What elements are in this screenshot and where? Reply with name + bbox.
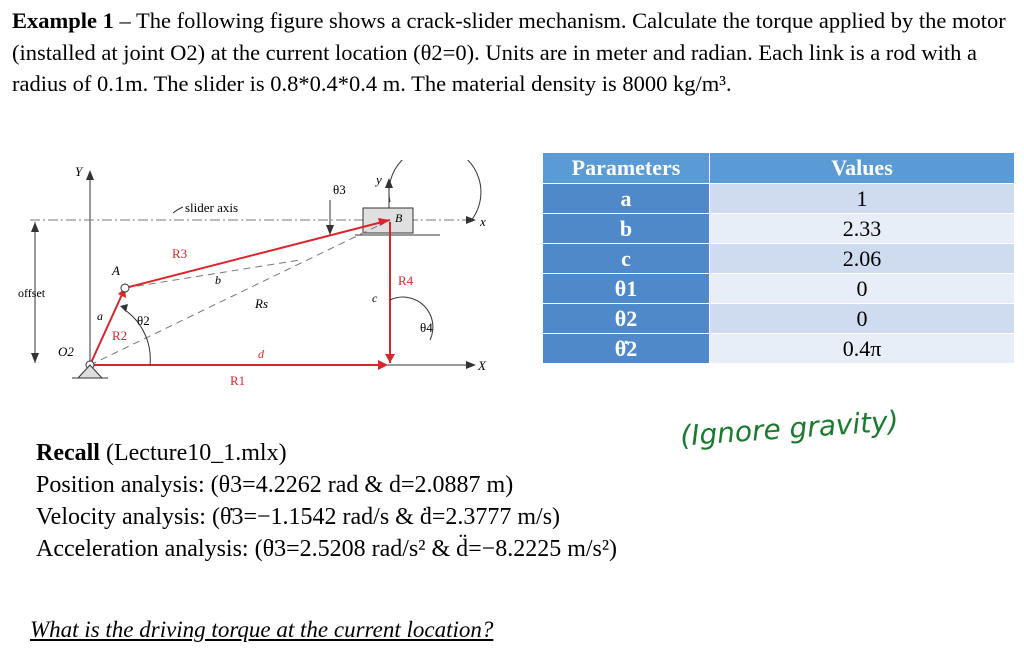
table-row: [543, 304, 1015, 334]
param-name: a: [543, 184, 710, 214]
x-axis-arrow: [466, 361, 476, 369]
label-X: X: [478, 358, 486, 373]
question-text: What is the driving torque at the current location?: [30, 617, 494, 642]
param-value: 1: [710, 184, 1015, 214]
velocity-analysis: Velocity analysis: (θ̇3=−1.1542 rad/s & ḋ=2.3777 m/s): [36, 504, 561, 530]
table-row: [543, 214, 1015, 244]
label-R2: R2: [112, 328, 128, 343]
header-values: Values: [710, 153, 1015, 184]
label-Rs: Rs: [255, 296, 268, 311]
label-offset: offset: [18, 286, 46, 300]
label-d: d: [258, 347, 264, 361]
recall-heading: Recall (Lecture10_1.mlx): [36, 440, 287, 466]
param-name: θ1: [543, 274, 710, 304]
param-name: θ2: [543, 304, 710, 334]
param-value: 2.06: [710, 244, 1015, 274]
y-axis-arrow: [86, 170, 94, 180]
table-row: [543, 244, 1015, 274]
param-value: 0.4π: [710, 334, 1015, 364]
header-parameters: Parameters: [543, 153, 710, 184]
table-row: [543, 184, 1015, 214]
label-theta3: θ3: [333, 182, 346, 197]
label-theta2: θ2: [137, 313, 150, 328]
param-name: b: [543, 214, 710, 244]
param-value: 2.33: [710, 214, 1015, 244]
label-B: B: [395, 211, 403, 225]
table-row: [543, 274, 1015, 304]
label-O2: O2: [58, 344, 74, 359]
joint-A: [121, 284, 129, 292]
mechanism-figure: [0, 160, 540, 400]
label-theta4: θ4: [420, 320, 433, 335]
label-R1: R1: [230, 373, 246, 388]
label-R4: R4: [398, 273, 414, 288]
label-Y: Y: [75, 164, 83, 179]
slider-axis-label: slider axis: [185, 200, 239, 215]
link-R2: [90, 288, 128, 365]
acceleration-analysis: Acceleration analysis: (θ̈3=2.5208 rad/s² & d̈=−8.2225 m/s²): [36, 536, 618, 562]
label-y: y: [376, 172, 382, 187]
example-heading: Example 1: [12, 8, 114, 33]
param-value: 0: [710, 274, 1015, 304]
recall-section: [36, 437, 617, 565]
label-c: c: [372, 291, 378, 305]
label-a: a: [97, 309, 103, 323]
label-R3: R3: [172, 246, 188, 261]
param-name: c: [543, 244, 710, 274]
link-R3: [125, 220, 390, 288]
table-row: [543, 334, 1015, 364]
param-value: 0: [710, 304, 1015, 334]
problem-statement: [12, 5, 1017, 100]
position-analysis: Position analysis: (θ3=4.2262 rad & d=2.0887 m): [36, 472, 514, 498]
label-x: x: [480, 214, 486, 229]
label-A: A: [112, 263, 120, 278]
problem-text: – The following figure shows a crack-slider mechanism. Calculate the torque applied by the motor (installed at joint O2) at the current location (θ2=0). Units are in meter and radian. Each link is a rod with a radius of 0.1m. The slider is 0.8*0.4*0.4 m. The material density is 8000 kg/m³.: [12, 8, 1006, 96]
parameters-table: [542, 152, 1015, 364]
handwritten-note: (Ignore gravity): [679, 404, 900, 453]
label-b: b: [215, 273, 221, 287]
param-name: θ̇2: [543, 334, 710, 364]
